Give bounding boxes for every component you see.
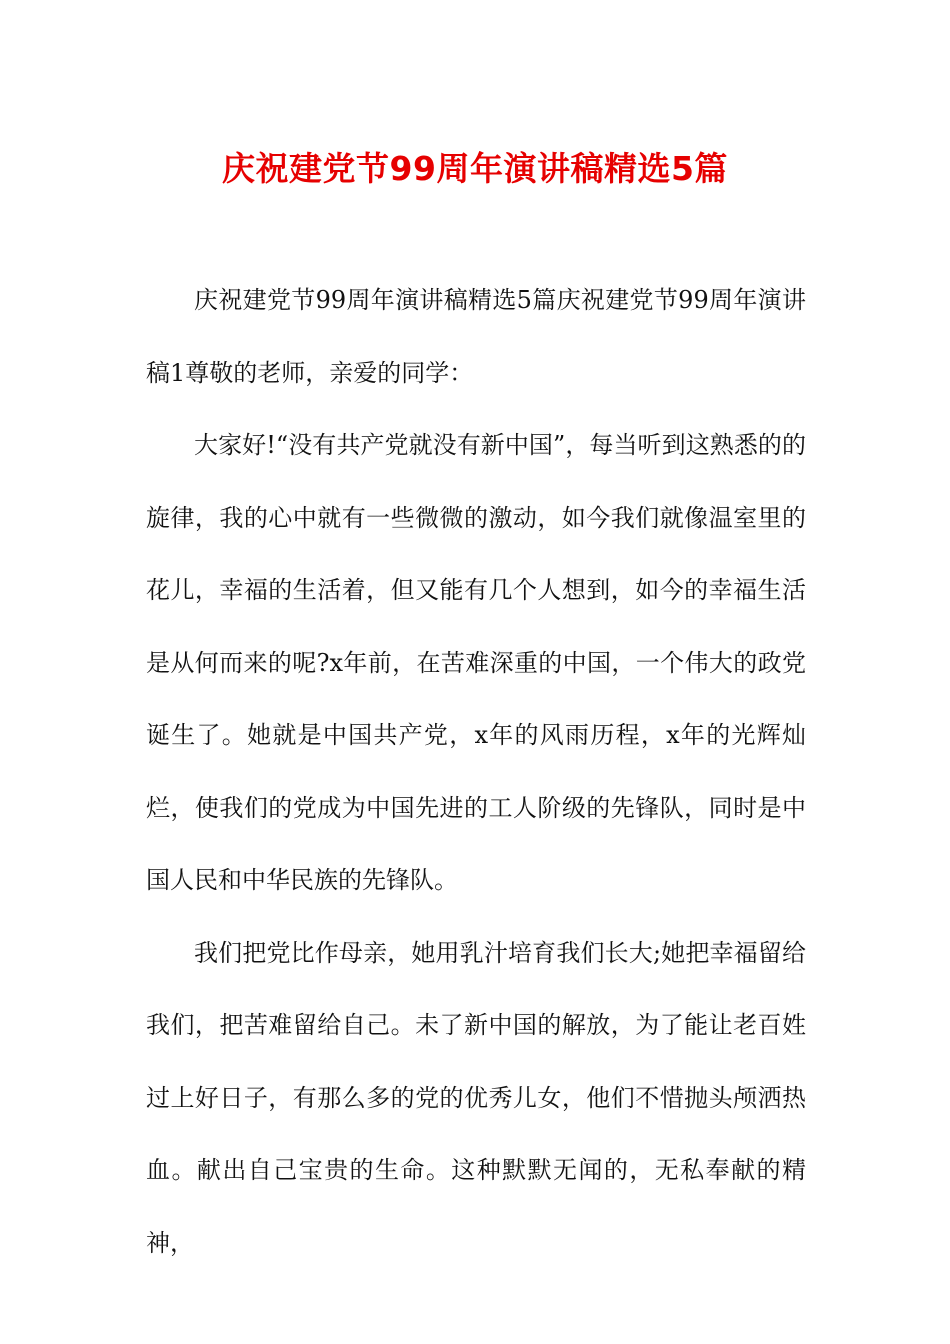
document-body [146,264,806,1279]
paragraph-1: 庆祝建党节99周年演讲稿精选5篇庆祝建党节99周年演讲稿1尊敬的老师，亲爱的同学： [146,286,806,387]
paragraph-3: 我们把党比作母亲，她用乳汁培育我们长大;她把幸福留给我们，把苦难留给自己。未了新中国的解放，为了能让老百姓过上好日子，有那么多的党的优秀儿女，他们不惜抛头颅洒热血。献出自己宝贵的生命。这种默默无闻的，无私奉献的精神， [146,938,806,1257]
document-title: 庆祝建党节99周年演讲稿精选5篇 [222,149,728,188]
paragraph-2: 大家好!“没有共产党就没有新中国”，每当听到这熟悉的的旋律，我的心中就有一些微微的激动，如今我们就像温室里的花儿，幸福的生活着，但又能有几个人想到，如今的幸福生活是从何而来的呢?x年前，在苦难深重的中国，一个伟大的政党诞生了。她就是中国共产党，x年的风雨历程，x年的光辉灿烂，使我们的党成为中国先进的工人阶级的先锋队，同时是中国人民和中华民族的先锋队。 [146,431,806,894]
